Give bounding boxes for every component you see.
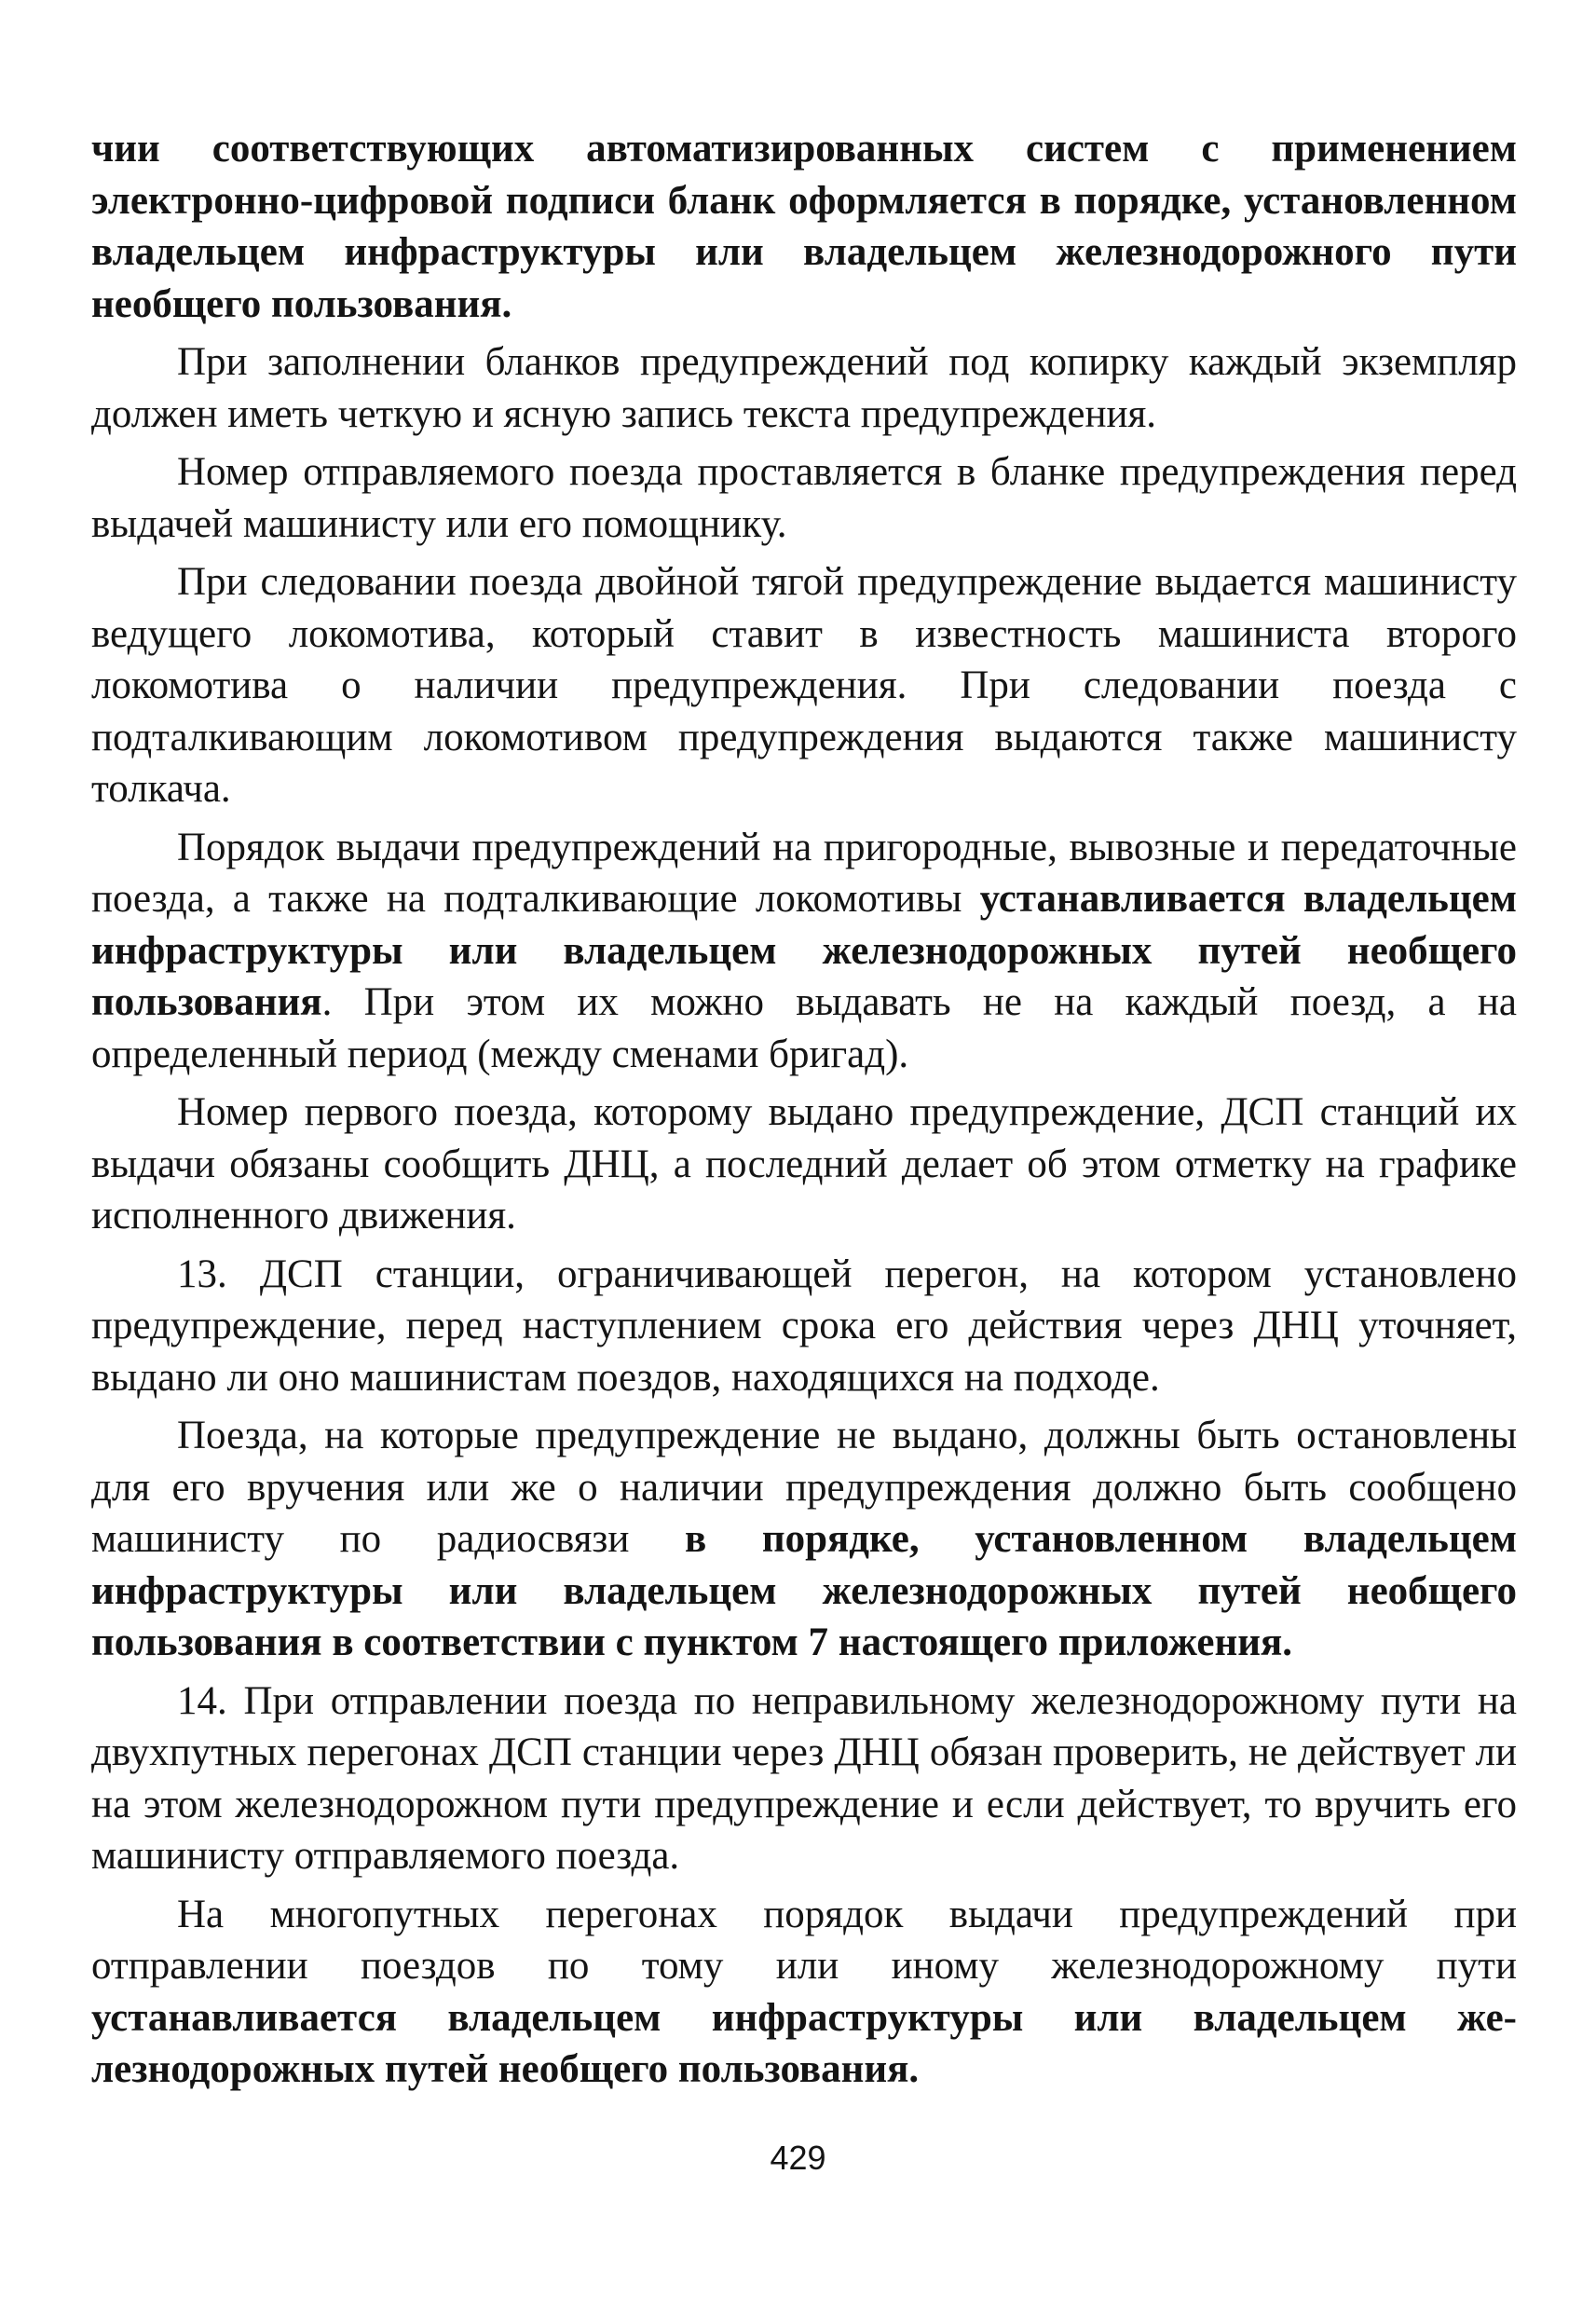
text-run: 14. При отправлении поезда по неправильному железнодорожному пути на двухпутных перегонах ДСП станции через ДНЦ обязан проверить, не действует ли на этом железнодорожном пути предупреждение и если действует, то вручить его машинисту отправляемого поезда. (91, 1678, 1517, 1878)
paragraph (91, 446, 1517, 550)
text-run: Порядок выдачи предупреждений на пригородные, вывозные и передаточные поезда, а также на подталкивающие локомотивы (91, 825, 1517, 921)
paragraph (91, 1675, 1517, 1882)
text-run: Номер первого поезда, которому выдано предупреждение, ДСП станций их выдачи обязаны сообщить ДНЦ, а последний делает об этом отметку на графике исполненного движения. (91, 1090, 1517, 1238)
page-number: 429 (770, 2139, 826, 2177)
text-run: При следовании поезда двойной тягой предупреждение выдается машинисту ведущего локомотива, который ставит в известность машиниста второго локомотива о наличии предупреждения. При следовании поезда с подталкивающим локомотивом предупреждения выдаются также машинисту толкача. (91, 560, 1517, 811)
paragraph (91, 556, 1517, 815)
paragraph (91, 1087, 1517, 1242)
bold-text-run: устанавливается владельцем инфраструктуры или владельцем железнодорожных путей необщего пользования (91, 877, 1517, 1024)
paragraph (91, 1249, 1517, 1404)
paragraph (91, 336, 1517, 440)
text-run: На многопутных перегонах порядок выдачи предупреждений при отправлении поездов по тому или иному железнодорожному пути (91, 1892, 1517, 1988)
bold-text-run: в порядке, установленном владельцем инфраструктуры или владельцем железнодорожных путей необщего пользования в соответствии с пунктом 7 настоящего приложения. (91, 1517, 1517, 1664)
text-run: Номер отправляемого поезда проставляется в бланке предупреждения перед выдачей машинисту или его помощнику. (91, 450, 1517, 546)
text-run: 13. ДСП станции, ограничивающей перегон, на котором установлено предупреждение, перед наступлением срока его действия через ДНЦ уточняет, выдано ли оно машинистам поездов, находящихся на подходе. (91, 1251, 1517, 1400)
text-run: При заполнении бланков предупреждений под копирку каждый экземпляр должен иметь четкую и ясную запись текста предупреждения. (91, 340, 1517, 436)
bold-text-run: устанавливается владельцем инфраструктуры или владельцем железнодорожных путей необщего пользования. (91, 1995, 1517, 2091)
paragraph (91, 1410, 1517, 1669)
paragraph (91, 822, 1517, 1081)
paragraph (91, 123, 1517, 330)
text-run: . При этом их можно выдавать не на каждый поезд, а на определенный период (между сменами бригад). (91, 980, 1517, 1076)
text-run: Поезда, на которые предупреждение не выдано, должны быть остановлены для его вручения или же о наличии предупреждения должно быть сообщено машинисту по радиосвязи (91, 1414, 1517, 1561)
document-body (91, 123, 1517, 2102)
paragraph (91, 1889, 1517, 2096)
bold-text-run: чии соответствующих автоматизированных систем с применением электронно-цифровой подписи бланк оформляется в порядке, установленном владельцем инфраструктуры или владельцем железнодорожного пути необщего пользования. (91, 127, 1517, 326)
